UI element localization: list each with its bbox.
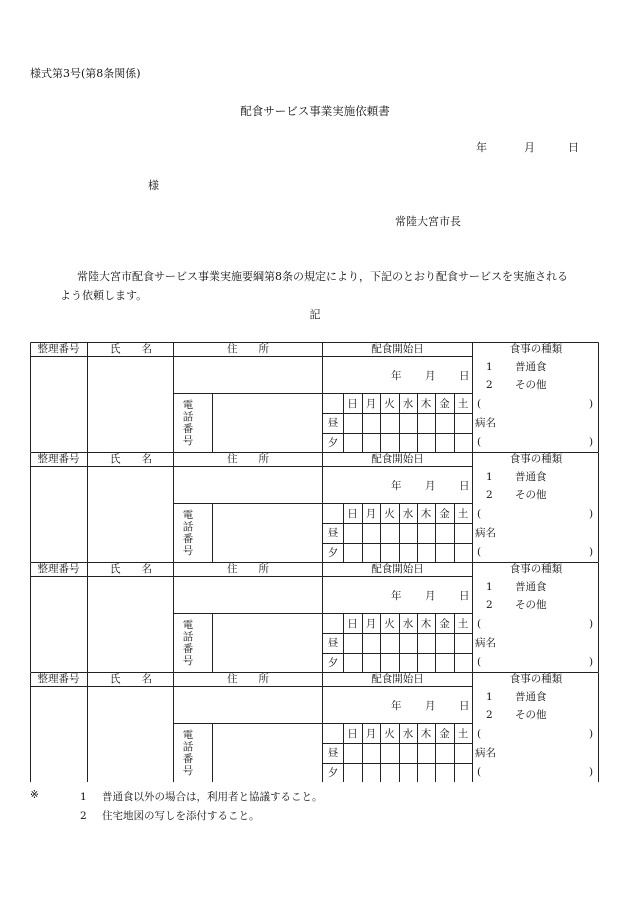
- start-day-label: 日: [459, 590, 470, 602]
- header-start-date: 配食開始日: [371, 563, 424, 575]
- header-number: 整理番号: [37, 563, 80, 575]
- header-address: 住 所: [227, 673, 269, 685]
- meal-option-1-label: 普通食: [515, 471, 547, 483]
- weekday-tue: 火: [384, 508, 395, 520]
- start-day-label: 日: [459, 370, 470, 382]
- telephone-label: 電 話 番 号: [182, 729, 194, 777]
- start-month-label: 月: [425, 590, 436, 602]
- meal-option-2-number: 2: [486, 709, 493, 721]
- lunch-label: 昼: [327, 747, 339, 759]
- meal-option-2-label: その他: [515, 599, 547, 611]
- disease-paren-open: (: [477, 656, 482, 668]
- date-year-label: 年: [476, 141, 487, 154]
- start-month-label: 月: [425, 370, 436, 382]
- header-number: 整理番号: [37, 453, 80, 465]
- header-address: 住 所: [227, 453, 269, 465]
- header-address: 住 所: [227, 343, 269, 355]
- weekday-thu: 木: [420, 398, 432, 410]
- start-year-label: 年: [391, 480, 402, 492]
- issuer-name: 常陸大宮市長: [395, 215, 461, 228]
- weekday-thu: 木: [420, 728, 432, 740]
- other-paren-close: ): [589, 618, 594, 630]
- weekday-wed: 水: [402, 398, 414, 410]
- table-record-4: [30, 672, 599, 782]
- weekday-fri: 金: [439, 508, 450, 520]
- disease-paren-open: (: [477, 766, 482, 778]
- start-year-label: 年: [391, 370, 402, 382]
- lunch-label: 昼: [327, 637, 339, 649]
- telephone-label: 電 話 番 号: [182, 399, 194, 447]
- disease-paren-close: ): [589, 656, 594, 668]
- meal-option-2-number: 2: [486, 379, 493, 391]
- record-grid-lines: [30, 452, 599, 562]
- weekday-tue: 火: [384, 728, 395, 740]
- telephone-label: 電 話 番 号: [182, 619, 194, 667]
- weekday-mon: 月: [365, 508, 377, 520]
- request-text-line-1: 常陸大宮市配食サービス事業実施要綱第8条の規定により，下記のとおり配食サービスを実施される: [77, 270, 568, 283]
- dinner-label: 夕: [327, 437, 339, 449]
- lunch-label: 昼: [327, 527, 339, 539]
- request-table: [30, 342, 599, 782]
- header-start-date: 配食開始日: [371, 343, 424, 355]
- meal-option-1-label: 普通食: [515, 691, 547, 703]
- dinner-label: 夕: [327, 657, 339, 669]
- note-item-1: [80, 789, 323, 804]
- weekday-thu: 木: [420, 508, 432, 520]
- document-title: 配食サービス事業実施依頼書: [240, 104, 390, 118]
- dinner-label: 夕: [327, 767, 339, 779]
- weekday-sun: 日: [347, 398, 358, 410]
- record-grid-lines: [30, 672, 599, 782]
- record-grid-lines: [30, 342, 599, 452]
- note-item-2-number: 2: [80, 810, 87, 822]
- weekday-mon: 月: [365, 398, 377, 410]
- weekday-sat: 土: [457, 618, 469, 630]
- record-grid-lines: [30, 562, 599, 672]
- weekday-sat: 土: [457, 728, 469, 740]
- table-record-1: [30, 342, 599, 452]
- meal-option-2-number: 2: [486, 489, 493, 501]
- disease-paren-open: (: [477, 546, 482, 558]
- start-month-label: 月: [425, 480, 436, 492]
- header-start-date: 配食開始日: [371, 673, 424, 685]
- disease-paren-close: ): [589, 766, 594, 778]
- weekday-wed: 水: [402, 618, 414, 630]
- telephone-label: 電 話 番 号: [182, 509, 194, 557]
- meal-option-1-number: 1: [486, 581, 493, 593]
- weekday-sun: 日: [347, 618, 358, 630]
- table-record-3: [30, 562, 599, 672]
- header-number: 整理番号: [37, 343, 80, 355]
- date-day-label: 日: [568, 141, 579, 154]
- weekday-sat: 土: [457, 398, 469, 410]
- meal-option-1-number: 1: [486, 471, 493, 483]
- disease-paren-close: ): [589, 436, 594, 448]
- disease-label: 病名: [475, 417, 496, 429]
- other-paren-open: (: [477, 508, 482, 520]
- meal-option-1-label: 普通食: [515, 361, 547, 373]
- weekday-wed: 水: [402, 728, 414, 740]
- header-meal-type: 食事の種類: [509, 563, 563, 575]
- dinner-label: 夕: [327, 547, 339, 559]
- weekday-sun: 日: [347, 508, 358, 520]
- meal-option-1-number: 1: [486, 691, 493, 703]
- weekday-thu: 木: [420, 618, 432, 630]
- table-record-2: [30, 452, 599, 562]
- weekday-fri: 金: [439, 618, 450, 630]
- header-meal-type: 食事の種類: [509, 343, 563, 355]
- note-item-2: [80, 808, 260, 823]
- start-year-label: 年: [391, 590, 402, 602]
- other-paren-open: (: [477, 618, 482, 630]
- weekday-sat: 土: [457, 508, 469, 520]
- form-number: 様式第3号(第8条関係): [30, 67, 141, 80]
- meal-option-2-number: 2: [486, 599, 493, 611]
- weekday-tue: 火: [384, 398, 395, 410]
- disease-label: 病名: [475, 527, 496, 539]
- note-item-1-text: 普通食以外の場合は，利用者と協議すること。: [102, 791, 323, 803]
- lunch-label: 昼: [327, 417, 339, 429]
- other-paren-open: (: [477, 398, 482, 410]
- header-meal-type: 食事の種類: [509, 673, 563, 685]
- meal-option-1-number: 1: [486, 361, 493, 373]
- other-paren-open: (: [477, 728, 482, 740]
- start-month-label: 月: [425, 700, 436, 712]
- weekday-tue: 火: [384, 618, 395, 630]
- note-item-1-number: 1: [80, 791, 87, 803]
- request-text-line-2: よう依頼します。: [60, 289, 148, 302]
- note-mark: ※: [30, 789, 39, 801]
- weekday-mon: 月: [365, 618, 377, 630]
- header-meal-type: 食事の種類: [509, 453, 563, 465]
- disease-label: 病名: [475, 747, 496, 759]
- disease-paren-close: ): [589, 546, 594, 558]
- header-number: 整理番号: [37, 673, 80, 685]
- weekday-fri: 金: [439, 398, 450, 410]
- disease-paren-open: (: [477, 436, 482, 448]
- start-year-label: 年: [391, 700, 402, 712]
- meal-option-1-label: 普通食: [515, 581, 547, 593]
- note-item-2-text: 住宅地図の写しを添付すること。: [102, 810, 260, 822]
- weekday-sun: 日: [347, 728, 358, 740]
- other-paren-close: ): [589, 728, 594, 740]
- start-day-label: 日: [459, 480, 470, 492]
- header-name: 氏 名: [110, 343, 152, 355]
- header-name: 氏 名: [110, 563, 152, 575]
- header-name: 氏 名: [110, 453, 152, 465]
- weekday-mon: 月: [365, 728, 377, 740]
- meal-option-2-label: その他: [515, 489, 547, 501]
- weekday-fri: 金: [439, 728, 450, 740]
- weekday-wed: 水: [402, 508, 414, 520]
- disease-label: 病名: [475, 637, 496, 649]
- date-month-label: 月: [524, 141, 535, 154]
- other-paren-close: ): [589, 398, 594, 410]
- meal-option-2-label: その他: [515, 379, 547, 391]
- start-day-label: 日: [459, 700, 470, 712]
- header-name: 氏 名: [110, 673, 152, 685]
- addressee-label: 様: [148, 179, 159, 192]
- meal-option-2-label: その他: [515, 709, 547, 721]
- other-paren-close: ): [589, 508, 594, 520]
- header-start-date: 配食開始日: [371, 453, 424, 465]
- header-address: 住 所: [227, 563, 269, 575]
- ki-label: 記: [309, 308, 321, 321]
